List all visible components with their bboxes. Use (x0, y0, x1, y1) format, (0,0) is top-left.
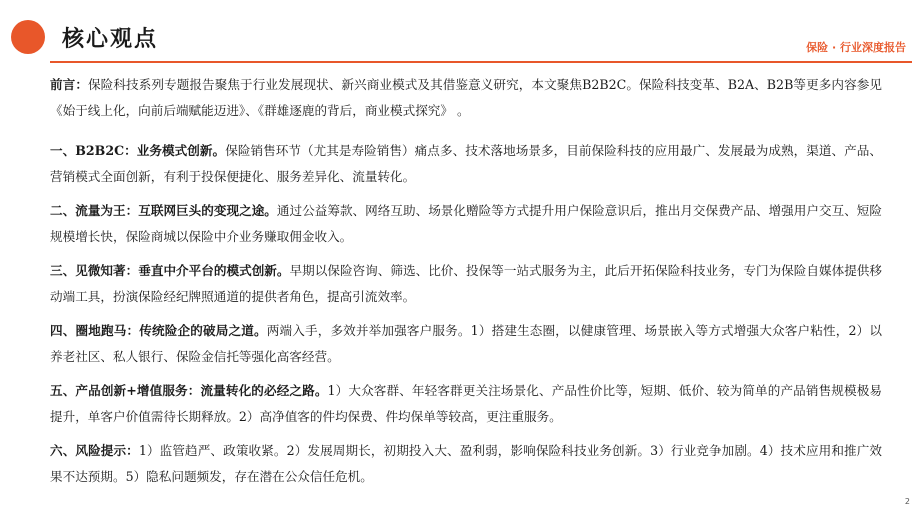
paragraph-heading: 六、风险提示： (50, 443, 139, 458)
paragraph-text: 1）监管趋严、政策收紧。2）发展周期长，初期投入大、盈利弱，影响保险科技业务创新。3）行业竞争加剧。4）技术应用和推广效果不达预期。5）隐私问题频发，存在潜在公众信任危机。 (50, 443, 882, 484)
paragraph-text: 保险销售环节（尤其是寿险销售）痛点多、技术落地场景多，目前保险科技的应用最广、发展最为成熟，渠道、产品、营销模式全面创新，有利于投保便捷化、服务差异化、流量转化。 (50, 143, 883, 184)
page-title: 核心观点 (62, 27, 159, 52)
paragraph-text: 通过公益筹款、网络互助、场景化赠险等方式提升用户保险意识后，推出月交保费产品、增强用户交互、短险规模增长快，保险商城以保险中介业务赚取佣金收入。 (50, 203, 883, 244)
title-accent-dot (11, 20, 45, 54)
paragraph-point-3 (50, 258, 882, 310)
paragraph-heading: 四、圈地跑马：传统险企的破局之道。 (50, 323, 267, 338)
paragraph-risk-warning (50, 438, 882, 490)
paragraph-heading: 二、流量为王：互联网巨头的变现之途。 (50, 203, 277, 218)
paragraph-heading: 五、产品创新+增值服务：流量转化的必经之路。 (50, 383, 328, 398)
paragraph-point-5 (50, 378, 882, 430)
paragraph-heading: 一、B2B2C：业务模式创新。 (50, 143, 226, 158)
paragraph-text: 两端入手，多效并举加强客户服务。1）搭建生态圈，以健康管理、场景嵌入等方式增强大众客户粘性，2）以养老社区、私人银行、保险金信托等强化高客经营。 (50, 323, 882, 364)
key-points-body (50, 72, 882, 490)
header-divider (50, 61, 912, 63)
paragraph-heading: 三、见微知著：垂直中介平台的模式创新。 (50, 263, 290, 278)
paragraph-preface (50, 72, 882, 124)
paragraph-text: 1）大众客群、年轻客群更关注场景化、产品性价比等，短期、低价、较为简单的产品销售规模极易提升，单客户价值需待长期释放。2）高净值客的件均保费、件均保单等较高，更注重服务。 (50, 383, 883, 424)
page-number: 2 (904, 497, 910, 506)
paragraph-point-1 (50, 138, 882, 190)
paragraph-text: 保险科技系列专题报告聚焦于行业发展现状、新兴商业模式及其借鉴意义研究，本文聚焦B2B2C。保险科技变革、B2A、B2B等更多内容参见《始于线上化，向前后端赋能迈进》、《群雄逐鹿的背后，商业模式探究》 。 (50, 77, 883, 118)
paragraph-point-4 (50, 318, 882, 370)
report-category-tag: 保险 · 行业深度报告 (806, 41, 906, 54)
paragraph-text: 早期以保险咨询、筛选、比价、投保等一站式服务为主，此后开拓保险科技业务，专门为保险自媒体提供移动端工具，扮演保险经纪牌照通道的提供者角色，提高引流效率。 (50, 263, 883, 304)
paragraph-point-2 (50, 198, 882, 250)
paragraph-heading: 前言： (50, 77, 89, 92)
